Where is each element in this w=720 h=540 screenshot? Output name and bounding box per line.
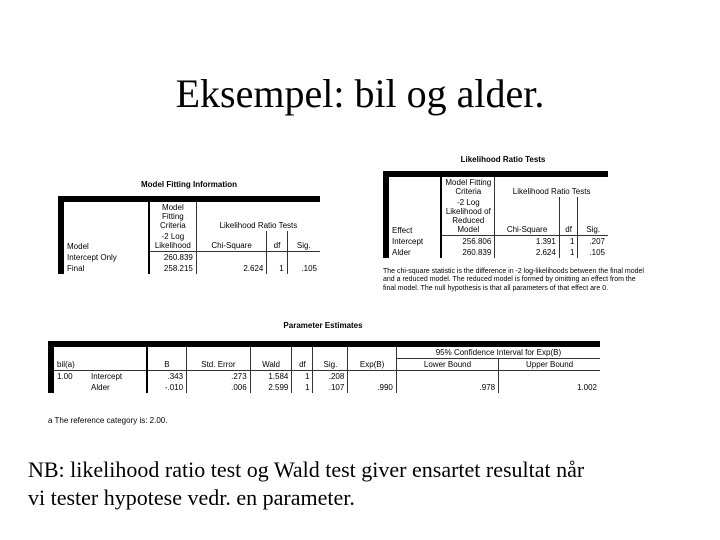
table-row bbox=[51, 371, 600, 383]
footnote-line-1: NB: likelihood ratio test og Wald test giver ensartet resultat når bbox=[28, 457, 585, 482]
df-cell bbox=[267, 252, 287, 264]
group-header-cell bbox=[51, 344, 147, 371]
effect-header-cell bbox=[386, 174, 441, 236]
expb-header: Exp(B) bbox=[359, 360, 385, 369]
lower-bound-cell bbox=[396, 371, 498, 383]
sig-cell: .105 bbox=[589, 248, 605, 257]
sig-cell: .207 bbox=[589, 237, 605, 246]
lower-bound-header: Lower Bound bbox=[396, 359, 498, 371]
slide-footnote bbox=[28, 456, 708, 512]
expb-cell bbox=[348, 371, 397, 383]
upper-bound-cell: 1.002 bbox=[576, 383, 597, 392]
df-cell: 1 bbox=[559, 247, 578, 258]
footnote-line-2: vi tester hypotese vedr. en parameter. bbox=[28, 485, 355, 510]
chisq-cell: 2.624 bbox=[196, 263, 267, 274]
df-header-cell bbox=[292, 344, 313, 371]
se-cell: .006 bbox=[187, 382, 251, 393]
b-header-cell bbox=[147, 344, 187, 371]
slide-title: Eksempel: bil og alder. bbox=[175, 71, 545, 116]
parameter-estimates-table bbox=[48, 341, 600, 393]
sig-cell: .107 bbox=[313, 382, 348, 393]
sig-header: Sig. bbox=[578, 197, 608, 236]
df-header: df bbox=[267, 231, 287, 252]
se-cell: .273 bbox=[187, 371, 251, 383]
criteria-header: Model Fitting Criteria bbox=[149, 199, 197, 231]
se-header: Std. Error bbox=[201, 360, 236, 369]
b-cell: -.010 bbox=[147, 382, 187, 393]
neg2ll-header: -2 Log Likelihood bbox=[149, 231, 197, 252]
parameter-estimates-caption: Parameter Estimates bbox=[283, 321, 363, 330]
neg2ll-cell: 260.839 bbox=[441, 247, 495, 258]
parameter-estimates-note: a The reference category is: 2.00. bbox=[48, 416, 168, 425]
wald-cell: 1.584 bbox=[250, 371, 292, 383]
b-cell: .343 bbox=[147, 371, 187, 383]
table-row bbox=[386, 247, 608, 258]
table-row bbox=[51, 382, 600, 393]
sig-header-cell bbox=[313, 344, 348, 371]
lrt-header: Likelihood Ratio Tests bbox=[495, 174, 608, 197]
model-header-cell bbox=[61, 199, 149, 252]
chisq-header: Chi-Square bbox=[495, 197, 560, 236]
upper-bound-header: Upper Bound bbox=[499, 359, 600, 371]
effect-cell: Intercept bbox=[386, 236, 441, 248]
group-value-cell bbox=[51, 371, 88, 394]
sig-cell: .105 bbox=[301, 264, 317, 273]
neg2ll-header: -2 Log Likelihood of Reduced Model bbox=[441, 197, 495, 236]
expb-cell: .990 bbox=[348, 382, 397, 393]
sig-header: Sig. bbox=[287, 231, 320, 252]
sig-cell bbox=[287, 252, 320, 264]
expb-header-cell bbox=[348, 344, 397, 371]
df-cell: 1 bbox=[292, 371, 313, 383]
likelihood-ratio-table bbox=[383, 171, 608, 258]
table-row bbox=[61, 263, 320, 274]
sig-cell: .208 bbox=[313, 371, 348, 383]
chisq-cell: 2.624 bbox=[495, 247, 560, 258]
model-cell: Intercept Only bbox=[61, 252, 149, 264]
model-cell: Final bbox=[61, 263, 149, 274]
lower-bound-cell: .978 bbox=[396, 382, 498, 393]
wald-header-cell bbox=[250, 344, 292, 371]
df-header: df bbox=[559, 197, 578, 236]
lrt-header: Likelihood Ratio Tests bbox=[196, 199, 320, 231]
effect-header: Effect bbox=[392, 225, 413, 235]
df-cell: 1 bbox=[559, 236, 578, 248]
ci-header: 95% Confidence Interval for Exp(B) bbox=[396, 344, 600, 359]
likelihood-ratio-caption: Likelihood Ratio Tests bbox=[460, 155, 546, 164]
likelihood-ratio-note: The chi-square statistic is the difference in -2 log-likelihoods between the final model and a reduced model. The reduced model is formed by omitting an effect from the final model. The null hypothesis is that all parameters of that effect are 0. bbox=[383, 268, 644, 292]
neg2ll-cell: 256.806 bbox=[441, 236, 495, 248]
chisq-cell: 1.391 bbox=[495, 236, 560, 248]
model-fitting-caption: Model Fitting Information bbox=[141, 180, 237, 189]
model-fitting-table bbox=[58, 196, 320, 274]
table-row bbox=[61, 252, 320, 264]
model-header: Model bbox=[67, 241, 89, 251]
chisq-header: Chi-Square bbox=[196, 231, 267, 252]
df-cell: 1 bbox=[292, 382, 313, 393]
neg2ll-cell: 260.839 bbox=[149, 252, 197, 264]
criteria-header: Model Fitting Criteria bbox=[441, 174, 495, 197]
neg2ll-cell: 258.215 bbox=[149, 263, 197, 274]
chisq-cell bbox=[196, 252, 267, 264]
param-cell: Alder bbox=[88, 382, 147, 393]
sig-header: Sig. bbox=[323, 360, 338, 369]
df-header: df bbox=[299, 360, 306, 369]
wald-cell: 2.599 bbox=[250, 382, 292, 393]
upper-bound-cell bbox=[499, 371, 600, 383]
se-header-cell bbox=[187, 344, 251, 371]
wald-header: Wald bbox=[262, 360, 280, 369]
group-header: bil(a) bbox=[57, 360, 75, 369]
param-cell: Intercept bbox=[88, 371, 147, 383]
group-value: 1.00 bbox=[57, 372, 73, 381]
b-header: B bbox=[164, 360, 170, 369]
df-cell: 1 bbox=[267, 263, 287, 274]
table-row bbox=[386, 236, 608, 248]
effect-cell: Alder bbox=[386, 247, 441, 258]
